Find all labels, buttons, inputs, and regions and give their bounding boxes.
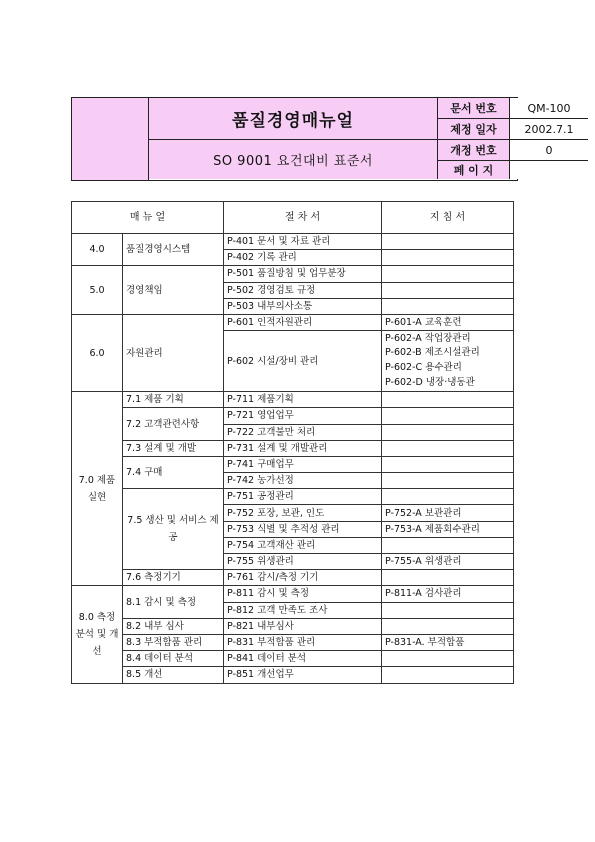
procedure-cell: P-401 문서 및 자료 관리 [224, 234, 382, 250]
procedure-cell: P-812 고객 만족도 조사 [224, 602, 382, 618]
procedure-cell: P-721 영업업무 [224, 408, 382, 424]
procedure-cell: P-742 농가선정 [224, 473, 382, 489]
procedure-cell: P-731 설계 및 개발관리 [224, 440, 382, 456]
page-label: 페 이 지 [438, 161, 510, 179]
section-number: 4.0 [72, 234, 123, 266]
guideline-cell [382, 473, 514, 489]
subsection-cell: 8.4 데이터 분석 [123, 651, 224, 667]
subsection-cell: 8.5 개선 [123, 667, 224, 683]
guideline-cell [382, 424, 514, 440]
table-row [72, 440, 514, 456]
procedure-cell: P-761 감시/측정 기기 [224, 570, 382, 586]
subsection-cell: 7.5 생산 및 서비스 제공 [123, 489, 224, 570]
document-header [71, 97, 574, 181]
table-row [72, 456, 514, 472]
section-name: 자원관리 [123, 314, 224, 391]
table-row [72, 634, 514, 650]
standards-cross-reference-table [71, 201, 514, 684]
document-subtitle: SO 9001 요건대비 표준서 [149, 140, 438, 179]
guideline-cell: P-831-A. 부적합품 [382, 634, 514, 650]
subsection-cell: 7.6 측정기기 [123, 570, 224, 586]
header-logo-area [72, 98, 149, 180]
procedure-cell: P-754 고객재산 관리 [224, 537, 382, 553]
procedure-cell: P-711 제품기획 [224, 392, 382, 408]
guideline-cell: P-755-A 위생관리 [382, 554, 514, 570]
procedure-cell: P-811 감시 및 측정 [224, 586, 382, 602]
table-row [72, 489, 514, 505]
guideline-item: P-602-D 냉장·냉동관 [385, 376, 475, 388]
subsection-cell: 7.2 고객관련사항 [123, 408, 224, 440]
procedure-cell: P-755 위생관리 [224, 554, 382, 570]
table-row [72, 618, 514, 634]
table-row [72, 651, 514, 667]
guideline-cell [382, 456, 514, 472]
guideline-item: P-602-A 작업장관리 [385, 332, 471, 344]
table-row [72, 586, 514, 602]
guideline-cell: P-601-A 교육훈련 [382, 314, 514, 330]
doc-number-label: 문서 번호 [438, 98, 510, 119]
guideline-cell [382, 298, 514, 314]
issue-date-label: 제정 일자 [438, 119, 510, 140]
table-row [72, 314, 514, 330]
procedure-cell: P-502 경영검토 규정 [224, 282, 382, 298]
table-row [72, 392, 514, 408]
guideline-cell [382, 618, 514, 634]
table-row [72, 234, 514, 250]
page-value [510, 161, 588, 179]
guideline-cell [382, 408, 514, 424]
procedure-cell: P-831 부적합품 관리 [224, 634, 382, 650]
subsection-cell: 8.1 감시 및 측정 [123, 586, 224, 618]
guideline-cell: P-811-A 검사관리 [382, 586, 514, 602]
col-manual-header: 매 뉴 얼 [72, 202, 224, 234]
procedure-cell: P-821 내부심사 [224, 618, 382, 634]
subsection-cell: 7.4 구매 [123, 456, 224, 488]
section-name: 품질경영시스템 [123, 234, 224, 266]
guideline-item: P-602-C 용수관리 [385, 362, 462, 374]
procedure-cell: P-751 공정관리 [224, 489, 382, 505]
guideline-cell [382, 489, 514, 505]
subsection-cell: 8.2 내부 심사 [123, 618, 224, 634]
subsection-cell: 8.3 부적합품 관리 [123, 634, 224, 650]
guideline-cell-multi [382, 331, 514, 392]
subsection-cell: 7.1 제품 기획 [123, 392, 224, 408]
guideline-cell [382, 392, 514, 408]
procedure-cell: P-851 개선업무 [224, 667, 382, 683]
revision-label: 개정 번호 [438, 140, 510, 161]
procedure-cell: P-753 식별 및 추적성 관리 [224, 521, 382, 537]
section-name: 경영책임 [123, 266, 224, 315]
guideline-item: P-602-B 제조시설관리 [385, 347, 480, 359]
section-number: 6.0 [72, 314, 123, 391]
table-row [72, 667, 514, 683]
guideline-cell [382, 602, 514, 618]
section-title: 8.0 측정 분석 및 개선 [72, 586, 123, 683]
guideline-cell [382, 570, 514, 586]
table-row [72, 408, 514, 424]
guideline-cell [382, 234, 514, 250]
revision-value: 0 [510, 140, 588, 161]
guideline-cell [382, 266, 514, 282]
document-title: 품질경영매뉴얼 [149, 98, 438, 140]
procedure-cell: P-503 내부의사소통 [224, 298, 382, 314]
procedure-cell: P-741 구매업무 [224, 456, 382, 472]
subsection-cell: 7.3 설계 및 개발 [123, 440, 224, 456]
table-row [72, 266, 514, 282]
procedure-cell: P-841 데이터 분석 [224, 651, 382, 667]
col-procedure-header: 절 차 서 [224, 202, 382, 234]
guideline-cell [382, 440, 514, 456]
section-title: 7.0 제품 실현 [72, 392, 123, 586]
procedure-cell: P-752 포장, 보관, 인도 [224, 505, 382, 521]
guideline-cell [382, 667, 514, 683]
procedure-cell: P-722 고객불만 처리 [224, 424, 382, 440]
issue-date-value: 2002.7.1 [510, 119, 588, 140]
procedure-cell: P-402 기록 관리 [224, 250, 382, 266]
table-row [72, 570, 514, 586]
guideline-cell: P-752-A 보관관리 [382, 505, 514, 521]
col-guideline-header: 지 침 서 [382, 202, 514, 234]
guideline-cell [382, 250, 514, 266]
procedure-cell: P-602 시설/장비 관리 [224, 331, 382, 392]
procedure-cell: P-501 품질방침 및 업무분장 [224, 266, 382, 282]
guideline-cell [382, 651, 514, 667]
section-number: 5.0 [72, 266, 123, 315]
doc-number-value: QM-100 [510, 98, 588, 119]
guideline-cell [382, 282, 514, 298]
table-header-row [72, 202, 514, 234]
procedure-cell: P-601 인적자원관리 [224, 314, 382, 330]
guideline-cell [382, 537, 514, 553]
guideline-cell: P-753-A 제품회수관리 [382, 521, 514, 537]
